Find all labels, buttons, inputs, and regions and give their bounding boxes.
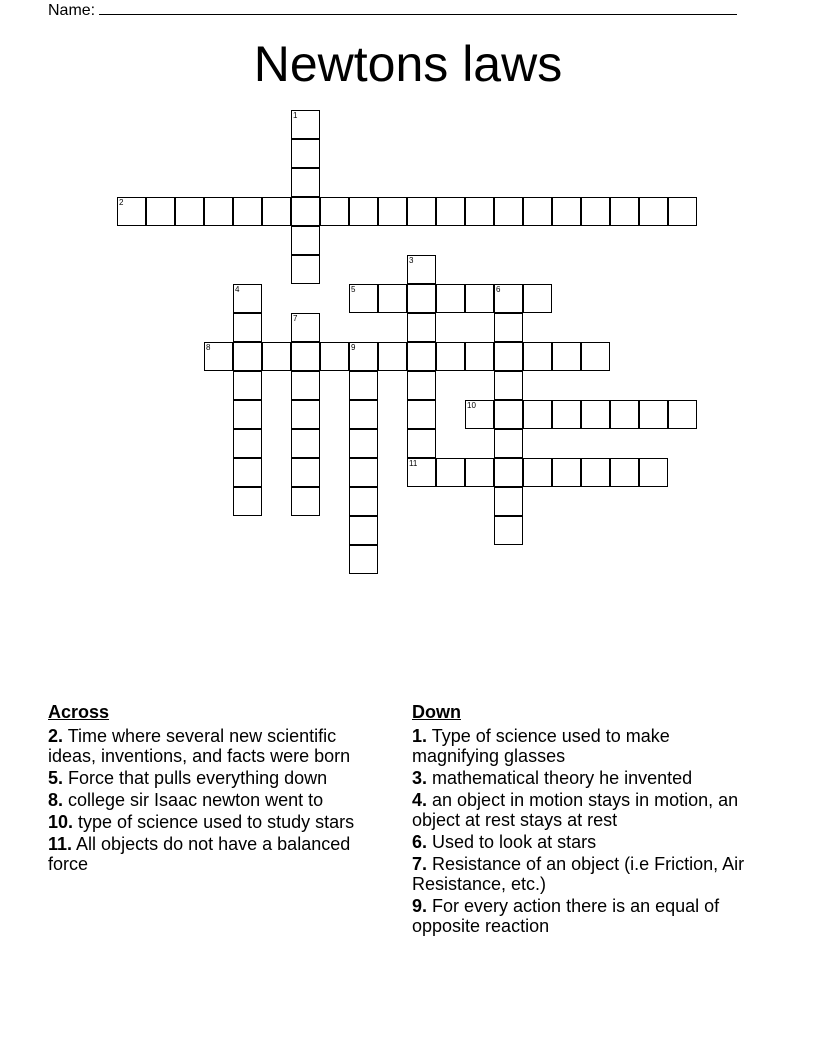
name-label: Name:: [48, 2, 96, 19]
grid-cell[interactable]: [436, 458, 465, 487]
grid-cell[interactable]: [523, 197, 552, 226]
clue-text: All objects do not have a balanced force: [48, 834, 351, 874]
grid-cell[interactable]: [494, 371, 523, 400]
across-clues: [48, 702, 384, 876]
clue-text: Type of science used to make magnifying glasses: [412, 726, 670, 766]
grid-cell[interactable]: [233, 313, 262, 342]
grid-cell[interactable]: [320, 342, 349, 371]
grid-cell[interactable]: [291, 429, 320, 458]
clue-number: 1.: [412, 726, 428, 746]
grid-cell[interactable]: [436, 342, 465, 371]
grid-cell[interactable]: [262, 197, 291, 226]
grid-cell[interactable]: [233, 284, 262, 313]
grid-cell[interactable]: [291, 342, 320, 371]
cell-number: 10: [467, 401, 476, 410]
grid-cell[interactable]: [523, 458, 552, 487]
grid-cell[interactable]: [494, 400, 523, 429]
grid-cell[interactable]: [291, 197, 320, 226]
cell-number: 4: [235, 285, 240, 294]
clue-down-3: [412, 768, 758, 788]
grid-cell[interactable]: [436, 284, 465, 313]
grid-cell[interactable]: [581, 400, 610, 429]
cell-number: 1: [293, 111, 298, 120]
clue-down-7: [412, 854, 758, 894]
grid-cell[interactable]: [407, 197, 436, 226]
clue-across-11: [48, 834, 384, 874]
clue-text: an object in motion stays in motion, an object at rest stays at rest: [412, 790, 739, 830]
cell-number: 8: [206, 343, 211, 352]
grid-cell[interactable]: [610, 400, 639, 429]
clue-text: Used to look at stars: [427, 832, 597, 852]
grid-cell[interactable]: [146, 197, 175, 226]
cell-number: 5: [351, 285, 356, 294]
grid-cell[interactable]: [233, 487, 262, 516]
grid-cell[interactable]: [407, 400, 436, 429]
grid-cell[interactable]: [552, 400, 581, 429]
grid-cell[interactable]: [407, 342, 436, 371]
cell-number: 7: [293, 314, 298, 323]
grid-cell[interactable]: [349, 458, 378, 487]
clue-number: 4.: [412, 790, 428, 810]
cell-number: 6: [496, 285, 501, 294]
grid-cell[interactable]: [291, 487, 320, 516]
grid-cell[interactable]: [523, 342, 552, 371]
grid-cell[interactable]: [407, 429, 436, 458]
grid-cell[interactable]: [407, 284, 436, 313]
clue-number: 9.: [412, 896, 428, 916]
clue-across-5: [48, 768, 384, 788]
grid-cell[interactable]: [233, 458, 262, 487]
grid-cell[interactable]: [349, 545, 378, 574]
cell-number: 11: [409, 459, 418, 468]
grid-cell[interactable]: [349, 197, 378, 226]
clue-across-2: [48, 726, 384, 766]
grid-cell[interactable]: [378, 284, 407, 313]
grid-cell[interactable]: [494, 284, 523, 313]
grid-cell[interactable]: [291, 226, 320, 255]
grid-cell[interactable]: [233, 197, 262, 226]
grid-cell[interactable]: [639, 458, 668, 487]
clue-number: 2.: [48, 726, 64, 746]
cell-number: 2: [119, 198, 124, 207]
grid-cell[interactable]: [262, 342, 291, 371]
grid-cell[interactable]: [349, 400, 378, 429]
grid-cell[interactable]: [494, 313, 523, 342]
grid-cell[interactable]: [291, 400, 320, 429]
grid-cell[interactable]: [407, 458, 436, 487]
grid-cell[interactable]: [233, 429, 262, 458]
grid-cell[interactable]: [639, 400, 668, 429]
grid-cell[interactable]: [639, 197, 668, 226]
grid-cell[interactable]: [581, 342, 610, 371]
cell-number: 3: [409, 256, 414, 265]
clue-number: 5.: [48, 768, 64, 788]
grid-cell[interactable]: [610, 197, 639, 226]
grid-cell[interactable]: [494, 342, 523, 371]
grid-cell[interactable]: [378, 342, 407, 371]
grid-cell[interactable]: [291, 255, 320, 284]
clue-number: 3.: [412, 768, 428, 788]
grid-cell[interactable]: [494, 197, 523, 226]
grid-cell[interactable]: [581, 197, 610, 226]
grid-cell[interactable]: [291, 110, 320, 139]
clue-number: 7.: [412, 854, 428, 874]
grid-cell[interactable]: [465, 197, 494, 226]
grid-cell[interactable]: [233, 342, 262, 371]
grid-cell[interactable]: [349, 342, 378, 371]
grid-cell[interactable]: [552, 197, 581, 226]
grid-cell[interactable]: [291, 168, 320, 197]
grid-cell[interactable]: [204, 197, 233, 226]
grid-cell[interactable]: [204, 342, 233, 371]
grid-cell[interactable]: [349, 429, 378, 458]
clue-number: 6.: [412, 832, 428, 852]
grid-cell[interactable]: [175, 197, 204, 226]
clue-text: type of science used to study stars: [73, 812, 355, 832]
clue-down-6: [412, 832, 758, 852]
clue-number: 10.: [48, 812, 74, 832]
grid-cell[interactable]: [465, 400, 494, 429]
clue-text: Force that pulls everything down: [63, 768, 328, 788]
grid-cell[interactable]: [523, 284, 552, 313]
grid-cell[interactable]: [378, 197, 407, 226]
grid-cell[interactable]: [494, 429, 523, 458]
grid-cell[interactable]: [407, 371, 436, 400]
grid-cell[interactable]: [494, 487, 523, 516]
grid-cell[interactable]: [349, 487, 378, 516]
across-heading: Across: [48, 702, 110, 722]
clue-down-9: [412, 896, 758, 936]
grid-cell[interactable]: [465, 342, 494, 371]
clue-text: Time where several new scientific ideas, inventions, and facts were born: [48, 726, 351, 766]
grid-cell[interactable]: [349, 284, 378, 313]
grid-cell[interactable]: [349, 371, 378, 400]
page-title: Newtons laws: [253, 36, 563, 92]
grid-cell[interactable]: [610, 458, 639, 487]
grid-cell[interactable]: [407, 255, 436, 284]
clue-number: 8.: [48, 790, 64, 810]
grid-cell[interactable]: [581, 458, 610, 487]
grid-cell[interactable]: [668, 197, 697, 226]
clue-down-4: [412, 790, 758, 830]
grid-cell[interactable]: [552, 342, 581, 371]
cell-number: 9: [351, 343, 356, 352]
grid-cell[interactable]: [494, 516, 523, 545]
grid-cell[interactable]: [465, 284, 494, 313]
clue-across-8: [48, 790, 384, 810]
grid-cell[interactable]: [668, 400, 697, 429]
grid-cell[interactable]: [291, 139, 320, 168]
grid-cell[interactable]: [117, 197, 146, 226]
down-heading: Down: [412, 702, 461, 722]
clue-text: For every action there is an equal of opposite reaction: [412, 896, 720, 936]
grid-cell[interactable]: [233, 400, 262, 429]
clue-down-1: [412, 726, 758, 766]
grid-cell[interactable]: [494, 458, 523, 487]
grid-cell[interactable]: [291, 458, 320, 487]
clue-text: Resistance of an object (i.e Friction, Air Resistance, etc.): [412, 854, 745, 894]
grid-cell[interactable]: [552, 458, 581, 487]
grid-cell[interactable]: [465, 458, 494, 487]
clue-across-10: [48, 812, 384, 832]
grid-cell[interactable]: [291, 371, 320, 400]
down-clues: [412, 702, 758, 938]
clue-number: 11.: [48, 834, 73, 854]
grid-cell[interactable]: [407, 313, 436, 342]
grid-cell[interactable]: [349, 516, 378, 545]
grid-cell[interactable]: [291, 313, 320, 342]
grid-cell[interactable]: [523, 400, 552, 429]
grid-cell[interactable]: [436, 197, 465, 226]
grid-cell[interactable]: [233, 371, 262, 400]
clue-text: college sir Isaac newton went to: [63, 790, 324, 810]
grid-cell[interactable]: [320, 197, 349, 226]
clue-text: mathematical theory he invented: [427, 768, 693, 788]
